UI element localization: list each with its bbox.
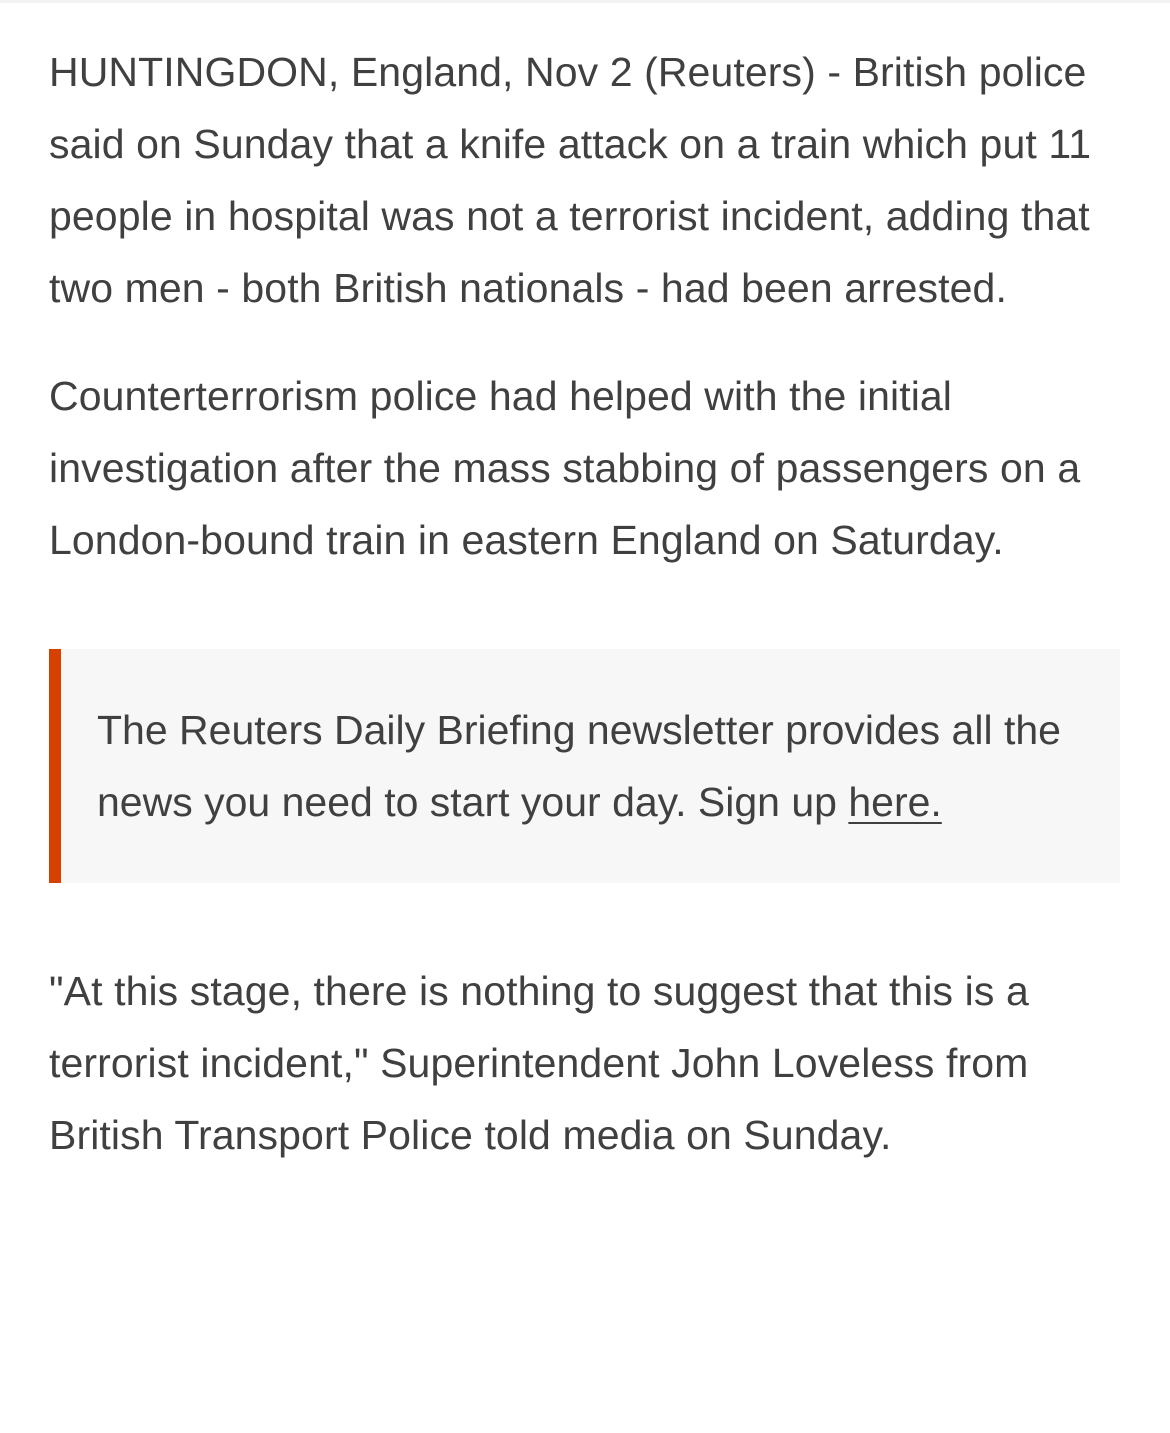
article-paragraph-2: Counterterrorism police had helped with the initial investigation after the mass stabbing of passengers on a London-bound train in eastern England on Saturday. [49, 373, 1081, 563]
article-paragraph-quote: "At this stage, there is nothing to suggest that this is a terrorist incident," Superintendent John Loveless from British Transport Police told media on Sunday. [49, 968, 1029, 1158]
newsletter-description: The Reuters Daily Briefing newsletter provides all the news you need to start your day. Sign up [97, 707, 1061, 825]
newsletter-signup-link[interactable]: here. [848, 779, 942, 825]
article-body [49, 36, 1124, 1171]
newsletter-signup-callout [49, 649, 1120, 883]
article-paragraph-lead: HUNTINGDON, England, Nov 2 (Reuters) - British police said on Sunday that a knife attack on a train which put 11 people in hospital was not a terrorist incident, adding that two men - both British nationals - had been arrested. [49, 49, 1092, 311]
newsletter-signup-text [97, 694, 1100, 838]
top-divider [0, 0, 1170, 3]
